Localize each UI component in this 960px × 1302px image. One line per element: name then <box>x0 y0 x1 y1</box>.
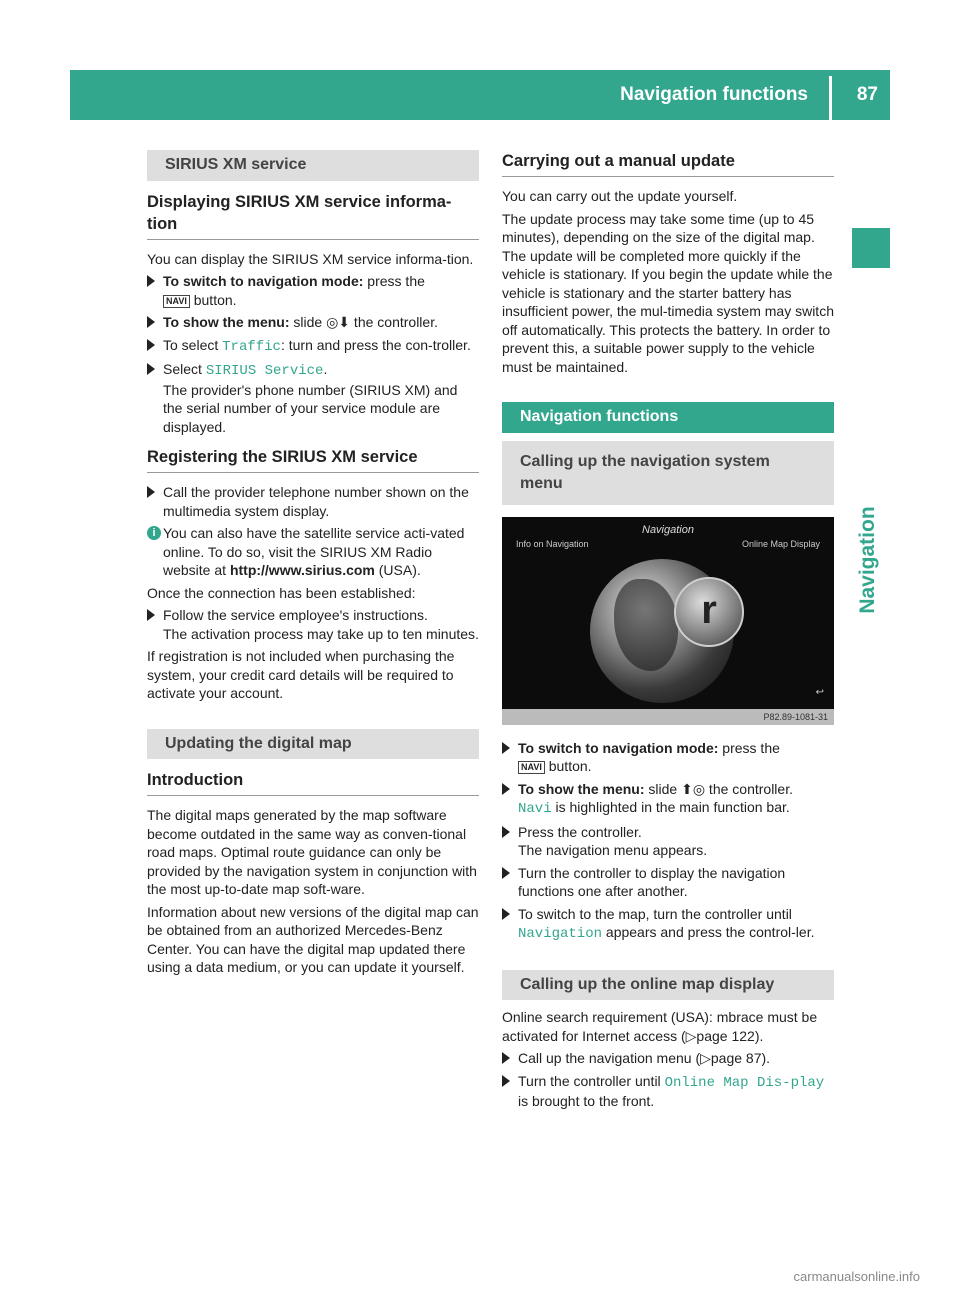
instruction-item: Turn the controller until Online Map Dis-play is brought to the front. <box>502 1072 834 1111</box>
display-text-navigation: Navigation <box>518 926 603 942</box>
controller-slide-up-icon: ⬆◎ <box>681 780 706 797</box>
instruction-item: To switch to navigation mode: press the NAVI button. <box>147 272 479 309</box>
paragraph: Once the connection has been established: <box>147 584 416 601</box>
back-icon: ↩ <box>815 687 824 698</box>
paragraph: Online search requirement (USA): mbrace must be activated for Internet access (▷page 122). <box>502 1009 818 1044</box>
arrow-icon <box>502 908 510 920</box>
watermark: carmanualsonline.info <box>793 1269 920 1284</box>
section-band-updating-map: Updating the digital map <box>147 729 479 760</box>
heading-registering-sirius: Registering the SIRIUS XM service <box>147 446 479 473</box>
heading-introduction: Introduction <box>147 769 479 796</box>
instruction-item: To select Traffic: turn and press the con-troller. <box>147 336 479 357</box>
screenshot-title: Navigation <box>642 523 694 536</box>
paragraph: If registration is not included when purchasing the system, your credit card details will be required to activate your account. <box>147 648 455 701</box>
section-band-sirius: SIRIUS XM service <box>147 150 479 181</box>
arrow-icon <box>502 826 510 838</box>
screenshot-menu-online-map: Online Map Display <box>741 538 820 549</box>
display-text-online-map: Online Map Dis-play <box>664 1074 825 1091</box>
instruction-item: Call up the navigation menu (▷page 87). <box>502 1049 834 1068</box>
paragraph: The update process may take some time (up to 45 minutes), depending on the size of the digital map. The update will be completed more quickly if the vehicle is stationary. If you begin the update while the vehicle is stationary and the starter battery has insufficient power, the mul-timedia system may switch off automatically. This protects the battery. In order to prevent this, a suitable power supply to the vehicle must be maintained. <box>502 210 834 375</box>
display-text-navi: Navi <box>518 801 552 817</box>
paragraph: You can display the SIRIUS XM service informa-tion. <box>147 250 474 267</box>
arrow-icon <box>502 1075 510 1087</box>
instruction-item: Follow the service employee's instructions. The activation process may take up to ten minutes. <box>147 606 479 643</box>
instruction-item: To show the menu: slide ◎⬇ the controller. <box>147 313 479 332</box>
navi-key-icon: NAVI <box>163 295 190 308</box>
page-ref-icon: ▷ <box>700 1050 711 1066</box>
arrow-icon <box>147 316 155 328</box>
arrow-icon <box>147 275 155 287</box>
navi-key-icon: NAVI <box>518 761 545 774</box>
heading-manual-update: Carrying out a manual update <box>502 150 834 177</box>
page-ref-icon: ▷ <box>685 1027 697 1044</box>
instruction-item: Turn the controller to display the navigation functions one after another. <box>502 864 834 901</box>
paragraph: The digital maps generated by the map software become outdated in the same way as conven-tional road maps. Optimal route guidance can only be provided by the navigation system in conjunction with the most up-to-date map soft-ware. <box>147 807 477 897</box>
navigation-badge-icon: r <box>674 577 744 647</box>
section-band-online-map: Calling up the online map display <box>502 970 834 1001</box>
instruction-item: To switch to the map, turn the controller until Navigation appears and press the control-ler. <box>502 905 834 944</box>
arrow-icon <box>502 867 510 879</box>
controller-slide-down-icon: ◎⬇ <box>326 314 351 330</box>
display-text-traffic: Traffic <box>222 338 281 355</box>
header-title: Navigation functions <box>620 84 808 105</box>
side-section-label: Navigation <box>856 506 879 614</box>
arrow-icon <box>502 742 510 754</box>
arrow-icon <box>147 486 155 498</box>
arrow-icon <box>147 363 155 375</box>
side-tab-marker <box>852 228 890 268</box>
paragraph: You can carry out the update yourself. <box>502 188 738 204</box>
screenshot-caption: P82.89-1081-31 <box>502 709 834 725</box>
page-number: 87 <box>856 84 878 105</box>
screenshot-menu-info: Info on Navigation <box>516 538 589 549</box>
arrow-icon <box>502 783 510 795</box>
arrow-icon <box>147 339 155 351</box>
info-icon: i <box>147 526 161 540</box>
section-band-calling-nav-menu: Calling up the navigation system menu <box>502 441 834 505</box>
arrow-icon <box>147 609 155 621</box>
heading-displaying-sirius: Displaying SIRIUS XM service informa-tion <box>147 191 479 240</box>
instruction-item: To switch to navigation mode: press the NAVI button. <box>502 739 834 776</box>
info-note: i You can also have the satellite service acti-vated online. To do so, visit the SIRIUS XM Radio website at http://www.sirius.com (USA). <box>147 524 479 580</box>
instruction-item: Press the controller. The navigation menu appears. <box>502 823 834 860</box>
left-column <box>147 150 479 981</box>
instruction-item: Select SIRIUS Service. The provider's phone number (SIRIUS XM) and the serial number of your service module are displayed. <box>147 360 479 436</box>
display-text-sirius-service: SIRIUS Service <box>205 363 324 379</box>
right-column <box>502 150 834 1115</box>
paragraph: Information about new versions of the digital map can be obtained from an authorized Mercedes-Benz Center. You can have the digital map updated there using a data medium, or you can update it yourself. <box>147 903 479 975</box>
instruction-item: Call the provider telephone number shown on the multimedia system display. <box>147 483 479 520</box>
section-band-navigation-functions: Navigation functions <box>502 402 834 433</box>
arrow-icon <box>502 1052 510 1064</box>
instruction-item: To show the menu: slide ⬆◎ the controller. Navi is highlighted in the main function bar. <box>502 780 834 819</box>
header-divider <box>829 76 832 120</box>
navigation-screenshot <box>502 517 834 725</box>
page-header <box>70 70 890 120</box>
